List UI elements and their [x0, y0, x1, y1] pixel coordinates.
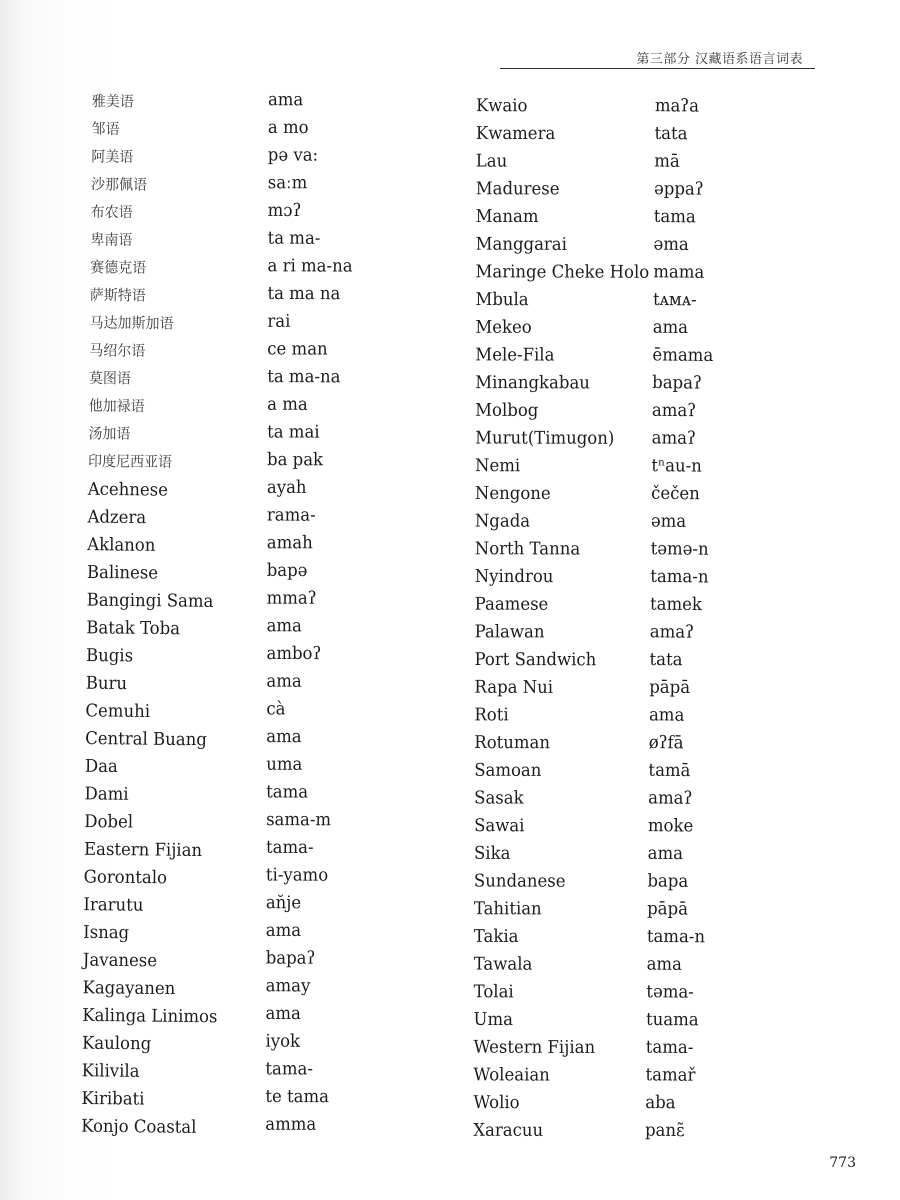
language-name: Mbula: [475, 289, 529, 310]
word-form: ama: [646, 953, 683, 975]
word-form: bapa: [647, 870, 689, 892]
language-name: Acehnese: [87, 478, 169, 500]
word-form: əma: [653, 233, 689, 255]
word-form: tⁿau-n: [651, 455, 702, 476]
word-form: ama: [265, 919, 302, 941]
language-name: Murut(Timugon): [475, 427, 615, 449]
language-name: Kaulong: [81, 1032, 152, 1054]
word-form: əppaʔ: [653, 178, 704, 199]
word-form: pāpā: [649, 676, 691, 698]
language-name: Kalinga Linimos: [82, 1004, 218, 1027]
word-form: tama: [653, 205, 696, 227]
word-form: ama: [266, 726, 302, 747]
word-form: amaʔ: [651, 399, 697, 421]
language-name: Manggarai: [475, 233, 567, 255]
word-form: ama: [266, 670, 302, 692]
language-name: Palawan: [474, 621, 545, 642]
word-form: ama: [652, 316, 689, 338]
language-name: Nengone: [474, 482, 551, 504]
word-form: bapaʔ: [652, 372, 702, 393]
left-language-column: [81, 88, 227, 1142]
language-name: Irarutu: [83, 894, 144, 916]
word-form: ta ma-na: [267, 366, 341, 387]
word-form: amma: [265, 1113, 317, 1135]
word-form: ama: [265, 1002, 301, 1024]
word-form: čečen: [651, 482, 700, 504]
word-form: tamā: [648, 759, 691, 781]
word-form: sama-m: [266, 809, 332, 830]
language-name: Cemuhi: [85, 700, 151, 722]
word-form: tuama: [646, 1008, 699, 1030]
language-name: Molbog: [475, 399, 539, 421]
language-name: Isnag: [83, 921, 130, 943]
word-form: tama-: [265, 836, 314, 858]
language-name: Balinese: [86, 561, 159, 583]
word-form: øʔfā: [648, 732, 684, 753]
word-form: ta ma-: [267, 227, 321, 249]
language-name: Bugis: [85, 644, 134, 666]
word-form: amboʔ: [266, 642, 322, 664]
word-form: aba: [645, 1091, 676, 1113]
word-form: ta ma na: [267, 283, 341, 304]
language-name: Kwaio: [475, 95, 528, 116]
word-form: tama-: [265, 1058, 313, 1079]
header-title: 第三部分 汉藏语系语言词表: [636, 52, 803, 67]
word-form: mā: [654, 150, 680, 172]
language-name: Daa: [84, 755, 118, 777]
language-name: Konjo Coastal: [81, 1115, 197, 1138]
language-name: Manam: [475, 205, 539, 227]
language-name: Mele-Fila: [475, 344, 555, 365]
language-name: Gorontalo: [83, 866, 168, 888]
language-name: Mekeo: [475, 316, 532, 338]
language-name: 赛德克语: [90, 259, 147, 278]
word-form: tᴀᴍᴀ-: [652, 289, 697, 310]
language-name: Nemi: [474, 455, 521, 476]
word-form: ta mai: [267, 421, 320, 442]
word-form: tamař: [645, 1064, 696, 1086]
language-name: 马绍尔语: [89, 342, 146, 361]
language-name: 莫图语: [88, 370, 132, 388]
word-form: moke: [647, 815, 694, 836]
word-form: tama-n: [650, 565, 709, 587]
word-form: tama: [266, 781, 309, 802]
language-name: Sawai: [474, 815, 525, 836]
language-name: Tolai: [473, 981, 514, 1002]
language-name: 马达加斯加语: [89, 314, 174, 333]
word-form: əma: [650, 510, 687, 532]
word-form: pə va:: [267, 144, 319, 165]
language-name: Central Buang: [85, 728, 207, 750]
language-name: 他加禄语: [88, 397, 145, 416]
language-name: North Tanna: [474, 538, 581, 559]
language-name: Kagayanen: [82, 977, 176, 999]
language-name: Rapa Nui: [474, 676, 554, 698]
word-form: tamek: [649, 593, 703, 615]
language-name: Woleaian: [473, 1064, 550, 1085]
left-word-column: [265, 86, 353, 1138]
language-name: 卑南语: [90, 231, 133, 250]
language-name: Roti: [474, 704, 509, 725]
word-form: a ri ma-na: [267, 255, 353, 276]
word-form: panɛ̃: [644, 1119, 685, 1141]
word-form: ayah: [266, 476, 307, 498]
language-name: 印度尼西亚语: [87, 453, 173, 472]
word-form: a ma: [267, 393, 308, 415]
language-name: Javanese: [82, 949, 158, 971]
word-form: amaʔ: [649, 621, 695, 642]
word-form: ama: [647, 842, 684, 864]
word-form: te tama: [265, 1086, 329, 1107]
language-name: Aklanon: [87, 534, 156, 556]
word-form: pāpā: [647, 898, 689, 919]
language-name: 邹语: [91, 121, 120, 139]
language-name: Kilivila: [81, 1060, 140, 1082]
word-form: tama-n: [646, 925, 706, 947]
word-form: ba pak: [266, 449, 324, 470]
language-name: Minangkabau: [475, 372, 590, 393]
word-form: amaʔ: [651, 427, 696, 449]
running-header: [500, 46, 815, 69]
word-form: təma-: [646, 981, 694, 1002]
word-form: amay: [265, 975, 311, 996]
word-form: maʔa: [654, 95, 700, 116]
language-name: Adzera: [87, 506, 147, 528]
language-name: 雅美语: [91, 93, 134, 111]
word-form: ama: [266, 615, 302, 636]
language-name: Xaracuu: [473, 1119, 544, 1141]
right-language-column: [473, 92, 649, 1145]
word-form: təmə-n: [650, 538, 709, 560]
language-name: 沙那佩语: [90, 176, 148, 195]
language-name: Sasak: [474, 787, 524, 808]
page-number: 773: [829, 1155, 856, 1171]
language-name: Batak Toba: [86, 617, 181, 639]
language-name: Samoan: [474, 759, 542, 781]
word-form: ēmama: [652, 344, 714, 366]
word-form: ama: [648, 704, 685, 725]
language-name: Western Fijian: [473, 1036, 596, 1058]
language-name: Kwamera: [475, 122, 556, 144]
language-name: Uma: [473, 1008, 513, 1030]
word-form: tata: [649, 648, 683, 670]
language-name: 萨斯特语: [89, 287, 146, 305]
language-name: Sika: [473, 842, 511, 864]
language-name: Bangingi Sama: [86, 589, 214, 612]
word-form: rai: [267, 310, 291, 332]
language-name: Port Sandwich: [474, 648, 597, 670]
word-form: cà: [266, 698, 286, 719]
language-name: 阿美语: [91, 148, 134, 167]
word-form: an̆je: [265, 892, 302, 913]
language-name: Maringe Cheke Holo: [475, 261, 650, 283]
language-name: Nyindrou: [474, 565, 554, 587]
language-name: Madurese: [475, 178, 560, 199]
word-form: bapə: [266, 559, 308, 581]
language-name: Buru: [85, 672, 128, 694]
language-name: Takia: [473, 925, 519, 947]
language-name: Rotuman: [474, 732, 551, 753]
word-form: ama: [267, 89, 304, 110]
language-name: Dobel: [84, 811, 134, 832]
word-form: saːm: [267, 172, 308, 193]
word-form: bapaʔ: [265, 947, 316, 968]
language-name: 汤加语: [88, 425, 131, 444]
right-word-column: [645, 92, 716, 1145]
word-form: uma: [266, 753, 303, 775]
word-form: tata: [654, 122, 688, 144]
language-name: Tawala: [473, 953, 533, 974]
language-name: Eastern Fijian: [83, 838, 203, 861]
language-name: Tahitian: [473, 898, 542, 919]
language-name: Sundanese: [473, 870, 566, 891]
word-form: iyok: [265, 1030, 301, 1051]
word-form: mama: [653, 261, 705, 283]
language-name: Ngada: [474, 510, 531, 531]
language-name: Lau: [475, 150, 508, 171]
word-form: a mo: [267, 116, 309, 138]
language-name: Wolio: [473, 1092, 520, 1113]
word-form: tama-: [645, 1036, 694, 1058]
word-form: ce man: [267, 338, 328, 359]
word-form: mmaʔ: [266, 587, 317, 608]
word-form: ti-yamo: [265, 864, 329, 885]
word-form: mɔʔ: [267, 199, 302, 221]
language-name: Kiribati: [81, 1087, 145, 1109]
language-name: Dami: [84, 783, 129, 805]
language-name: 布农语: [90, 204, 133, 222]
word-form: amah: [266, 532, 313, 553]
word-form: amaʔ: [648, 787, 693, 809]
word-form: rama-: [266, 504, 316, 525]
language-name: Paamese: [474, 593, 549, 615]
